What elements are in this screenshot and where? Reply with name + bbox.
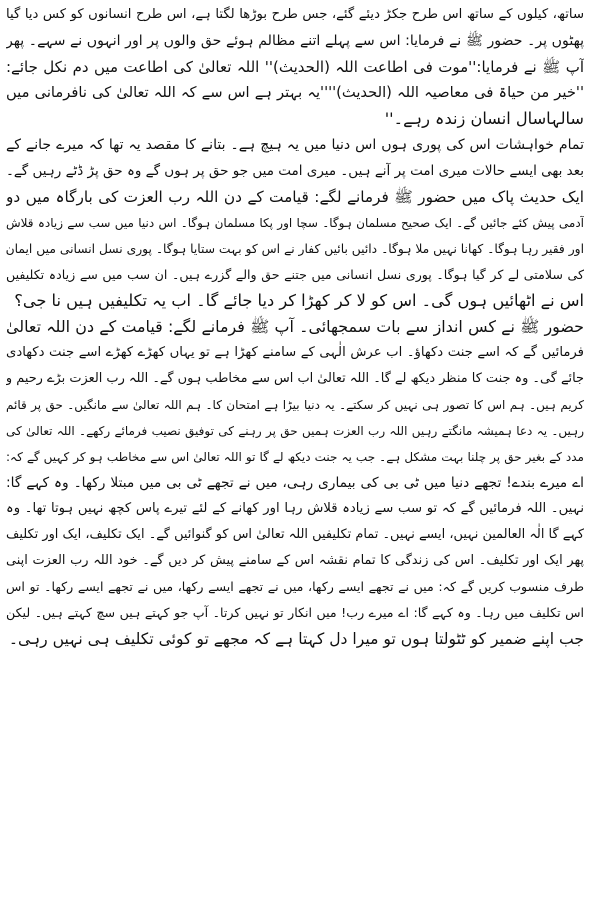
paragraph-line: سالہاسال انسان زندہ رہے۔'' xyxy=(384,109,584,128)
paragraph-line: آدمی پیش کئے جائیں گے۔ ایک صحیح مسلمان ہوگا۔ سچا اور پکا مسلمان ہوگا۔ اس دنیا میں سب سے زیادہ قلاش xyxy=(6,216,584,230)
paragraph-line: جائے گی۔ وہ جنت کا منظر دیکھ لے گا۔ اللہ تعالیٰ اب اس سے مخاطب ہوں گے۔ اللہ رب العزت بڑے رحیم و xyxy=(6,371,584,386)
urdu-document-page xyxy=(6,2,584,652)
hadith-quote-line: آپ ﷺ نے فرمایا:''موت فی اطاعت اللہ (الحدیث)'' اللہ تعالیٰ کی اطاعت میں دم نکل جائے: xyxy=(6,58,584,76)
hadith-quote-line: ''خیر من حیاۃ فی معاصیہ اللہ (الحدیث)''''یہ بہتر ہے اس سے کہ اللہ تعالیٰ کی نافرمانی میں xyxy=(6,84,584,101)
paragraph-line: اس نے اٹھائیں ہوں گی۔ اس کو لا کر کھڑا کر دیا جائے گا۔ اب یہ تکلیفیں ہیں نا جی؟ xyxy=(14,291,584,310)
paragraph-line: اور فقیر رہا ہوگا۔ کھانا نہیں ملا ہوگا۔ دائیں بائیں کفار نے اس کو بہت ستایا ہوگا۔ پوری نسل انسانی میں ایمان xyxy=(6,242,584,256)
paragraph-line: اس تکلیف میں رہا۔ وہ کہے گا: اے میرے رب! میں انکار تو نہیں کرتا۔ آپ جو کہتے ہیں سچ کہتے ہیں۔ لیکن xyxy=(6,605,584,620)
paragraph-line: تمام خواہشات اس کی پوری ہوں اس دنیا میں یہ ہیچ ہے۔ بتانے کا مقصد یہ تھا کہ میرے جانے کے xyxy=(6,137,584,153)
paragraph-line: کہے گا الٰہ العالمین نہیں، ایسے نہیں۔ تمام تکلیفیں اللہ تعالیٰ اس کو گنوائیں گے۔ ایک تکلیف، ایک اور تکلیف xyxy=(6,527,584,542)
paragraph-line: جب اپنے ضمیر کو ٹٹولتا ہوں تو میرا دل کہتا ہے کہ مجھے تو کوئی تکلیف ہی نہیں رہی۔ xyxy=(8,630,584,648)
paragraph-line: ساتھ، کیلوں کے ساتھ اس طرح جکڑ دیئے گئے، جس طرح بوڑھا لگتا ہے، اس طرح انسانوں کو کس دیا گیا xyxy=(6,7,584,22)
paragraph-line: طرف منسوب کریں گے کہ: میں نے تجھے ایسے رکھا، میں نے تجھے ایسے رکھا، میں نے تجھے ایسے رکھا۔ تو اس xyxy=(6,579,584,594)
paragraph-line: رہیں۔ یہ دعا ہمیشہ مانگتے رہیں اللہ رب العزت ہمیں حق پر رہنے کی توفیق نصیب فرمائے رکھے۔ اللہ تعالیٰ کی xyxy=(6,424,584,438)
paragraph-line: پھر ایک اور تکلیف۔ اس کی زندگی کا تمام نقشہ اس کے سامنے پیش کر دیں گے۔ خود اللہ رب العزت اپنی xyxy=(6,553,584,568)
paragraph-line: فرمائیں گے کہ اسے جنت دکھاؤ۔ اب عرش الٰہی کے سامنے کھڑا ہے تو یہاں کھڑے کھڑے اسے جنت دکھادی xyxy=(6,345,584,360)
paragraph-line: بعد بھی ایسے حالات میری امت پر آنے ہیں۔ میری امت میں جو حق پر ہوں گے وہ حق پڑ ڈٹے رہیں گے۔ xyxy=(6,163,584,179)
paragraph-line: اے میرے بندے! تجھے دنیا میں ٹی بی کی بیماری رہی، میں نے تجھے ٹی بی میں مبتلا رکھا۔ وہ کہے گا: xyxy=(6,475,584,491)
paragraph-line: پھٹوں پر۔ حضور ﷺ نے فرمایا: اس سے پہلے اتنے مظالم ہوئے حق والوں پر اور انہوں نے سہے۔ پھر xyxy=(6,33,584,49)
paragraph-line: مدد کے بغیر حق پر چلنا بہت مشکل ہے۔ جب یہ جنت دیکھ لے گا تو اللہ تعالیٰ اس سے مخاطب ہو کر کہیں گے کہ: xyxy=(6,450,584,464)
paragraph-line: کی سلامتی لے کر گیا ہوگا۔ پوری نسل انسانی میں جتنے حق والے گزرے ہیں۔ ان سب میں سے زیادہ تکلیفیں xyxy=(6,267,584,282)
paragraph-line: حضور ﷺ نے کس انداز سے بات سمجھائی۔ آپ ﷺ فرمانے لگے: قیامت کے دن اللہ تعالیٰ xyxy=(6,317,584,336)
paragraph-line: ایک حدیث پاک میں حضور ﷺ فرمانے لگے: قیامت کے دن اللہ رب العزت کی بارگاہ میں دو xyxy=(6,188,584,206)
paragraph-line: نہیں۔ اللہ فرمائیں گے کہ تو سب سے زیادہ قلاش رہا اور کھانے کے لئے تیرے پاس کچھ نہیں ہوتا تھا۔ وہ xyxy=(6,501,584,516)
paragraph-line: کریم ہیں۔ ہم اس کا تصور ہی نہیں کر سکتے۔ یہ دنیا بیڑا ہے امتحان کا۔ ہم اللہ تعالیٰ سے مانگیں۔ حق پر قائم xyxy=(6,398,584,412)
